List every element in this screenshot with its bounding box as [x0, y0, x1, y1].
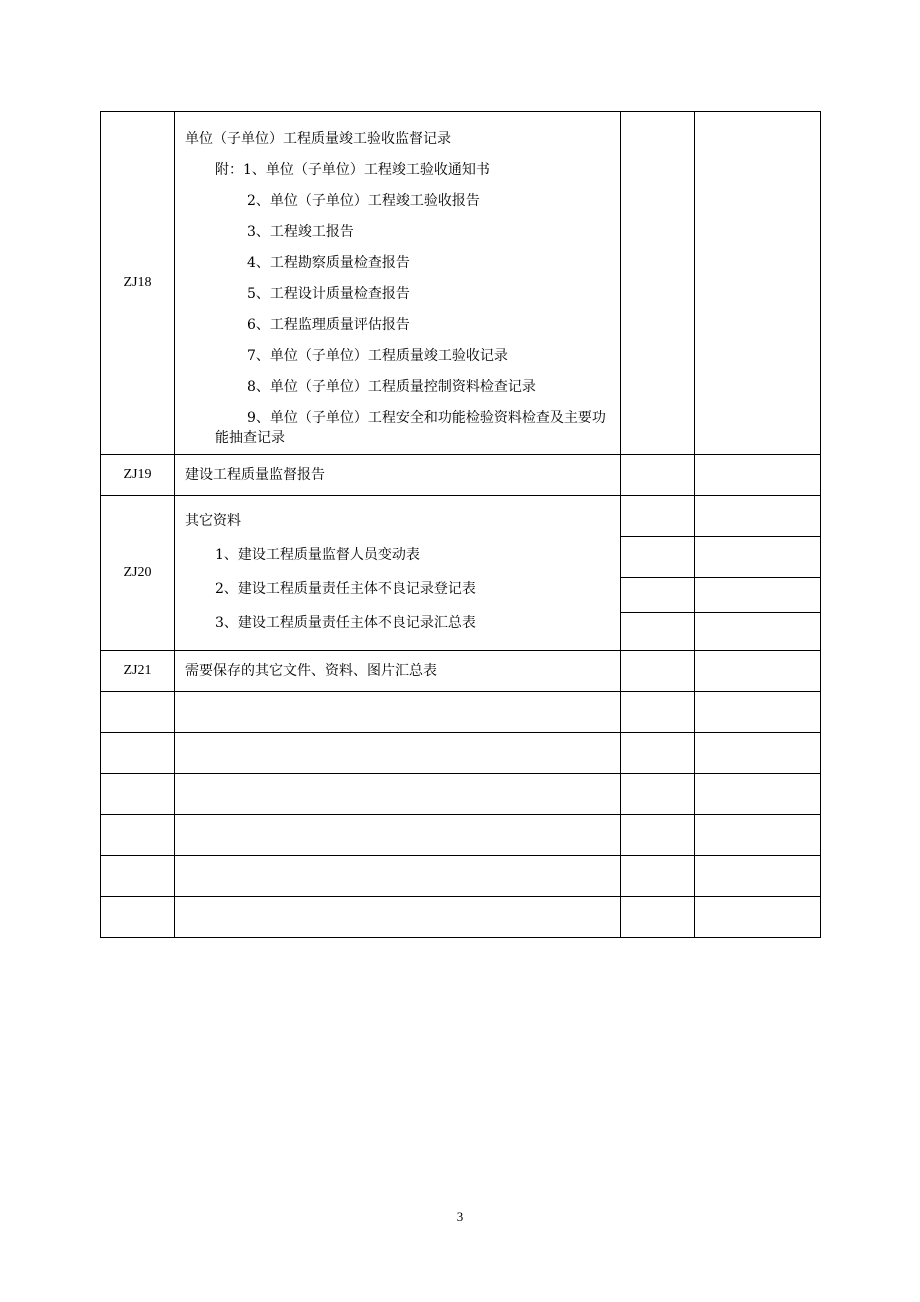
row-code: ZJ21	[101, 651, 175, 692]
empty-cell	[695, 692, 821, 733]
list-item: 附：1、单位（子单位）工程竣工验收通知书	[215, 162, 490, 178]
empty-cell	[175, 774, 621, 815]
list-item: 6、工程监理质量评估报告	[247, 317, 410, 333]
empty-cell	[695, 733, 821, 774]
row-code: ZJ19	[101, 455, 175, 496]
empty-cell	[101, 774, 175, 815]
list-item: 9、单位（子单位）工程安全和功能检验资料检查及主要功能抽查记录	[215, 410, 606, 446]
list-item: 5、工程设计质量检查报告	[247, 286, 410, 302]
empty-cell	[621, 692, 695, 733]
empty-cell	[695, 578, 821, 613]
empty-cell	[101, 815, 175, 856]
empty-cell	[695, 897, 821, 938]
empty-cell	[695, 112, 821, 455]
empty-cell	[695, 651, 821, 692]
list-item: 2、单位（子单位）工程竣工验收报告	[247, 193, 480, 209]
empty-cell	[621, 455, 695, 496]
table-row-zj21	[101, 651, 821, 692]
list-item: 4、工程勘察质量检查报告	[247, 255, 410, 271]
row-code: ZJ20	[101, 496, 175, 651]
table-row-zj20	[101, 496, 821, 537]
empty-cell	[695, 496, 821, 537]
empty-cell	[101, 692, 175, 733]
list-item: 8、单位（子单位）工程质量控制资料检查记录	[247, 379, 536, 395]
empty-cell	[621, 856, 695, 897]
row-content	[175, 496, 621, 651]
list-item: 7、单位（子单位）工程质量竣工验收记录	[247, 348, 508, 364]
archive-list-table	[100, 111, 821, 938]
empty-cell	[101, 856, 175, 897]
table-row-zj18	[101, 112, 821, 455]
empty-cell	[621, 578, 695, 613]
empty-cell	[621, 815, 695, 856]
table-row-empty	[101, 815, 821, 856]
table-row-empty	[101, 692, 821, 733]
table-row-empty	[101, 856, 821, 897]
table-row-empty	[101, 774, 821, 815]
empty-cell	[695, 537, 821, 578]
empty-cell	[621, 733, 695, 774]
empty-cell	[621, 496, 695, 537]
empty-cell	[621, 112, 695, 455]
list-item: 3、建设工程质量责任主体不良记录汇总表	[215, 615, 476, 631]
list-item: 2、建设工程质量责任主体不良记录登记表	[215, 581, 476, 597]
row-title: 建设工程质量监督报告	[175, 455, 621, 496]
empty-cell	[621, 651, 695, 692]
table-row-zj19	[101, 455, 821, 496]
empty-cell	[621, 537, 695, 578]
empty-cell	[101, 897, 175, 938]
empty-cell	[175, 733, 621, 774]
row-title: 需要保存的其它文件、资料、图片汇总表	[175, 651, 621, 692]
empty-cell	[695, 815, 821, 856]
empty-cell	[695, 856, 821, 897]
list-item: 1、建设工程质量监督人员变动表	[215, 547, 420, 563]
empty-cell	[101, 733, 175, 774]
empty-cell	[621, 774, 695, 815]
empty-cell	[175, 815, 621, 856]
empty-cell	[695, 455, 821, 496]
table-row-empty	[101, 897, 821, 938]
table-row-empty	[101, 733, 821, 774]
empty-cell	[695, 774, 821, 815]
empty-cell	[621, 897, 695, 938]
row-title: 其它资料	[185, 513, 241, 529]
list-item: 3、工程竣工报告	[247, 224, 354, 240]
empty-cell	[175, 897, 621, 938]
row-content	[175, 112, 621, 455]
page-number: 3	[456, 1209, 464, 1224]
empty-cell	[695, 613, 821, 651]
empty-cell	[175, 856, 621, 897]
row-code: ZJ18	[101, 112, 175, 455]
empty-cell	[175, 692, 621, 733]
row-title: 单位（子单位）工程质量竣工验收监督记录	[185, 131, 451, 147]
empty-cell	[621, 613, 695, 651]
